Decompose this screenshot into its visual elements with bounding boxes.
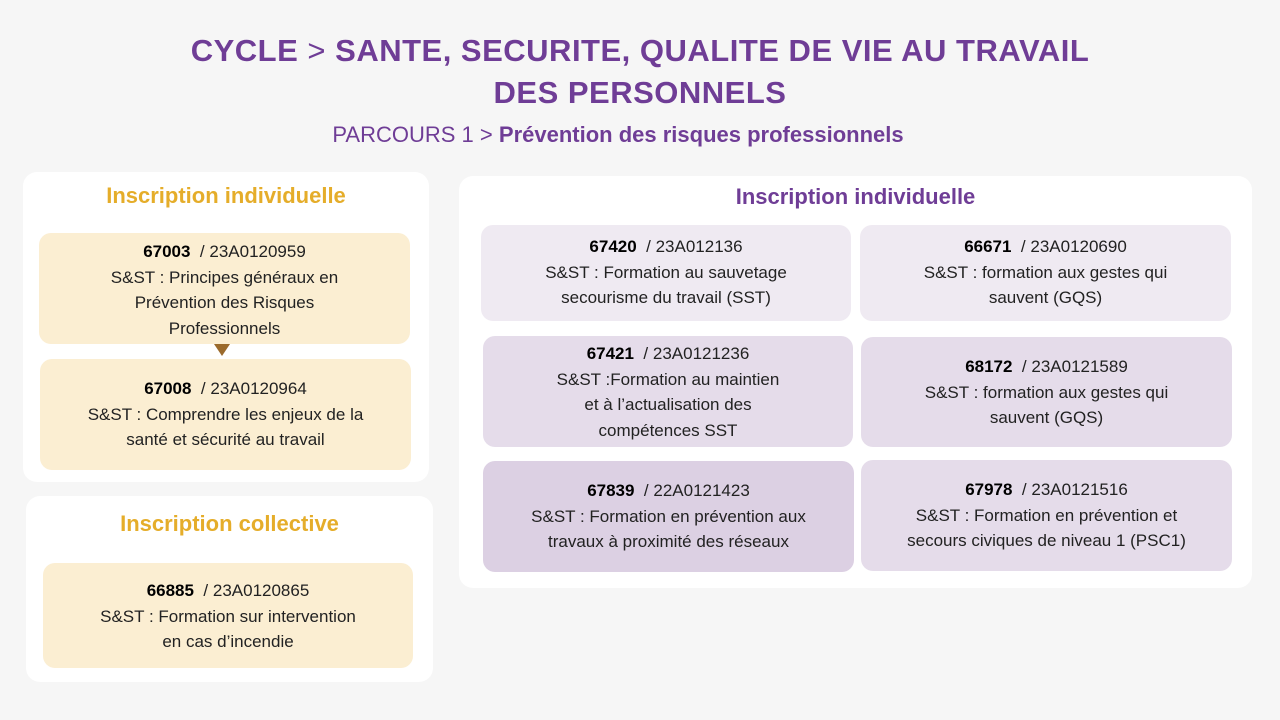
- course-ref: / 23A0121516: [1021, 480, 1128, 499]
- course-card[interactable]: [861, 337, 1232, 447]
- course-ref: / 23A0120690: [1020, 237, 1127, 256]
- course-title: S&ST : formation aux gestes qui: [923, 262, 1168, 282]
- parcours-subtitle: [0, 122, 1236, 148]
- course-code: 67420: [589, 237, 637, 256]
- course-card[interactable]: [861, 460, 1232, 571]
- course-title: et à l’actualisation des: [584, 395, 752, 414]
- arrow-down-icon: [214, 344, 230, 356]
- course-card[interactable]: [860, 225, 1231, 321]
- course-title: Professionnels: [168, 318, 281, 338]
- course-title: en cas d’incendie: [162, 632, 294, 651]
- course-code: 68172: [965, 357, 1013, 376]
- course-code: 67008: [144, 379, 192, 398]
- course-title: S&ST : Formation sur intervention: [100, 606, 356, 626]
- panel-heading: Inscription individuelle: [735, 184, 976, 209]
- course-title: S&ST : Formation en prévention et: [915, 505, 1178, 525]
- course-code: 66671: [964, 237, 1012, 256]
- course-title: S&ST : Principes généraux en: [110, 267, 339, 287]
- course-ref: / 23A012136: [646, 237, 743, 256]
- course-title: secours civiques de niveau 1 (PSC1): [907, 531, 1186, 550]
- course-title: S&ST : formation aux gestes qui: [924, 382, 1169, 402]
- course-ref: / 23A0120964: [200, 379, 307, 398]
- course-ref: / 23A0121589: [1021, 357, 1128, 376]
- course-card[interactable]: [43, 563, 413, 668]
- course-title: S&ST :Formation au maintien: [556, 369, 780, 389]
- course-ref: / 22A0121423: [643, 481, 750, 500]
- panel-heading: Inscription individuelle: [106, 183, 346, 208]
- parcours-name: Prévention des risques professionnels: [498, 122, 904, 147]
- course-title: sauvent (GQS): [989, 408, 1104, 427]
- course-title: Prévention des Risques: [134, 293, 315, 312]
- course-card[interactable]: [483, 336, 853, 447]
- course-title: S&ST : Formation au sauvetage: [545, 262, 787, 282]
- slide-title: [0, 30, 1280, 114]
- title-line-1: SANTE, SECURITE, QUALITE DE VIE AU TRAVAIL: [335, 33, 1090, 68]
- panel-heading: Inscription collective: [120, 511, 339, 536]
- course-title: compétences SST: [598, 420, 738, 440]
- title-line-2: DES PERSONNELS: [493, 75, 787, 110]
- course-title: santé et sécurité au travail: [126, 430, 325, 449]
- course-title: sauvent (GQS): [988, 288, 1103, 307]
- course-card[interactable]: [39, 233, 410, 344]
- course-title: S&ST : Formation en prévention aux: [531, 506, 806, 526]
- course-title: secourisme du travail (SST): [561, 288, 771, 307]
- course-code: 67003: [143, 242, 191, 261]
- course-code: 67978: [965, 480, 1013, 499]
- course-card[interactable]: [483, 461, 854, 572]
- course-code: 67839: [587, 481, 635, 500]
- course-code: 66885: [146, 581, 194, 600]
- separator: >: [307, 33, 327, 68]
- separator: >: [479, 122, 493, 147]
- course-ref: / 23A0120865: [203, 581, 310, 600]
- course-code: 67421: [586, 344, 634, 363]
- cycle-label: CYCLE: [190, 33, 299, 68]
- parcours-label: PARCOURS 1: [332, 122, 474, 147]
- course-ref: / 23A0120959: [199, 242, 306, 261]
- course-title: S&ST : Comprendre les enjeux de la: [87, 404, 364, 424]
- course-card[interactable]: [481, 225, 851, 321]
- course-card[interactable]: [40, 359, 411, 470]
- course-title: travaux à proximité des réseaux: [548, 532, 789, 551]
- course-ref: / 23A0121236: [643, 344, 750, 363]
